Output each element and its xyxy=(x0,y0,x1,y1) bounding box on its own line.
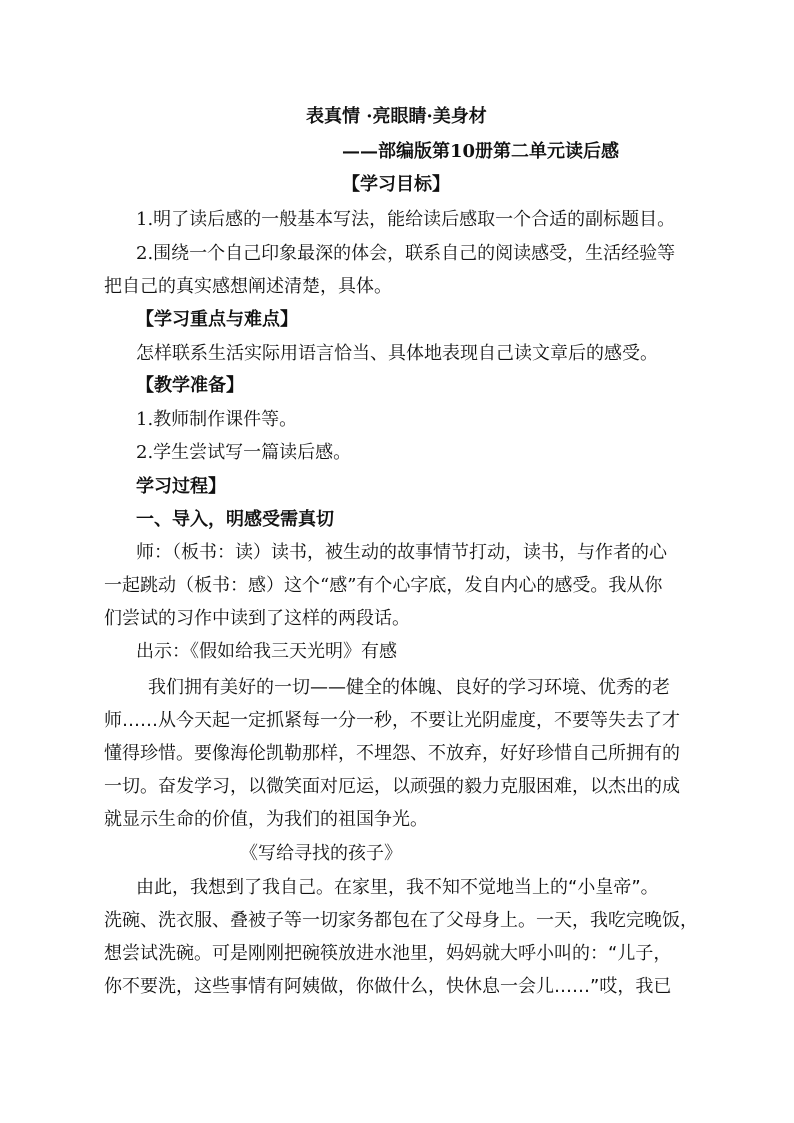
excerpt-1-line-4: 一切。奋发学习，以微笑面对厄运，以顽强的毅力克服困难，以杰出的成 xyxy=(104,776,680,797)
teacher-dialogue-line-3: 们尝试的习作中读到了这样的两段话。 xyxy=(104,608,410,629)
excerpt-1-line-3: 懂得珍惜。要像海伦凯勒那样，不埋怨、不放弃，好好珍惜自己所拥有的 xyxy=(104,743,680,764)
book-2-title: 《写给寻找的孩子》 xyxy=(240,843,402,864)
excerpt-2-line-2: 洗碗、洗衣服、叠被子等一切家务都包在了父母身上。一天，我吃完晚饭， xyxy=(104,910,698,931)
excerpt-2-line-1: 由此，我想到了我自己。在家里，我不知不觉地当上的“小皇帝”。 xyxy=(136,877,659,898)
excerpt-1-line-5: 就显示生命的价值，为我们的祖国争光。 xyxy=(104,809,428,830)
excerpt-1-line-2: 师……从今天起一定抓紧每一分一秒，不要让光阴虚度，不要等失去了才 xyxy=(104,710,680,731)
learning-process-heading: 学习过程】 xyxy=(136,476,226,497)
excerpt-2-line-4: 你不要洗，这些事情有阿姨做，你做什么，快休息一会儿……”哎，我已 xyxy=(104,976,672,997)
document-title: 表真情 ·亮眼睛·美身材 xyxy=(306,106,487,127)
show-line: 出示：《假如给我三天光明》有感 xyxy=(136,641,397,662)
learning-goal-1: 1.明了读后感的一般基本写法，能给读后感取一个合适的副标题目。 xyxy=(136,209,676,230)
key-points-content: 怎样联系生活实际用语言恰当、具体地表现自己读文章后的感受。 xyxy=(136,343,658,364)
key-points-heading: 【学习重点与难点】 xyxy=(136,309,298,330)
document-subtitle: ——部编版第10册第二单元读后感 xyxy=(342,141,620,162)
teaching-prep-item-1: 1.教师制作课件等。 xyxy=(136,409,298,430)
teaching-prep-heading: 【教学准备】 xyxy=(136,375,244,396)
step-1-heading: 一、导入，明感受需真切 xyxy=(136,509,334,530)
excerpt-2-line-3: 想尝试洗碗。可是刚刚把碗筷放进水池里，妈妈就大呼小叫的：“儿子， xyxy=(104,943,672,964)
excerpt-1-line-1: 我们拥有美好的一切——健全的体魄、良好的学习环境、优秀的老 xyxy=(148,677,670,698)
learning-goal-2-line-1: 2.围绕一个自己印象最深的体会，联系自己的阅读感受，生活经验等 xyxy=(136,243,676,264)
learning-goal-2-line-2: 把自己的真实感想阐述清楚，具体。 xyxy=(104,276,392,297)
learning-goals-heading: 【学习目标】 xyxy=(342,174,450,195)
teacher-dialogue-line-2: 一起跳动（板书：感）这个“感”有个心字底，发自内心的感受。我从你 xyxy=(104,575,663,596)
teaching-prep-item-2: 2.学生尝试写一篇读后感。 xyxy=(136,442,352,463)
teacher-dialogue-line-1: 师：（板书：读）读书，被生动的故事情节打动，读书，与作者的心 xyxy=(136,542,667,563)
